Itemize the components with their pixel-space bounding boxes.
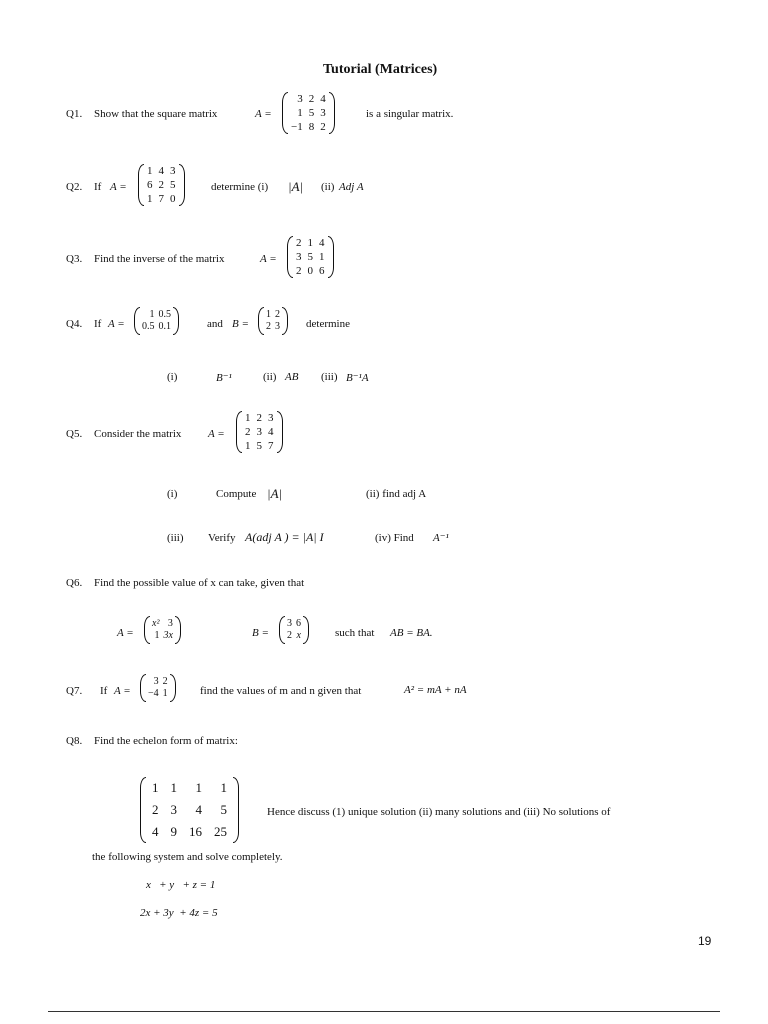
q4-part-label: (ii) <box>263 371 277 383</box>
q5-part2-text: (ii) find adj A <box>366 488 427 500</box>
q3-text: Find the inverse of the matrix <box>94 253 225 265</box>
q4-text: If <box>94 318 102 330</box>
q4-part-label: (i) <box>167 371 178 383</box>
matrix-cell: 4 <box>319 237 325 249</box>
matrix-cell: 16 <box>189 824 202 839</box>
matrix-cell: 7 <box>268 440 274 452</box>
q6-matrix-b <box>279 616 309 644</box>
matrix-cell: 1 <box>147 165 153 177</box>
q7-lhs: A = <box>114 685 131 697</box>
q4-and: and <box>207 318 223 330</box>
matrix-cell: 0.5 <box>142 321 155 332</box>
page-number: 19 <box>698 934 712 948</box>
q5-part3-text: Verify <box>208 532 236 544</box>
q6-lhs-b: B = <box>252 627 269 639</box>
matrix-cell: 7 <box>158 193 164 205</box>
matrix-cell: 0.1 <box>158 321 171 332</box>
q1-number: Q1. <box>66 108 83 120</box>
page-title: Tutorial (Matrices) <box>323 62 438 77</box>
q3-lhs: A = <box>260 253 277 265</box>
matrix-cell: 2 <box>275 309 280 320</box>
matrix-cell: 9 <box>170 824 177 839</box>
matrix-cell: 1 <box>162 688 168 699</box>
q2-number: Q2. <box>66 181 83 193</box>
matrix-cell: 2 <box>296 265 302 277</box>
q3-matrix <box>287 236 334 278</box>
q8-equation: 2x + 3y + 4z = 5 <box>140 907 218 919</box>
q6-matrix-a <box>144 616 181 644</box>
q2-adj-label: (ii) <box>321 181 335 193</box>
matrix-cell: 3 <box>170 802 177 817</box>
q5-part4-expr: A⁻¹ <box>433 532 449 544</box>
q7-matrix <box>140 674 176 702</box>
q6-lhs-a: A = <box>117 627 134 639</box>
q4-part-label: (iii) <box>321 371 338 383</box>
q4-lhs-b: B = <box>232 318 249 330</box>
q6-suffix-text: such that <box>335 627 375 639</box>
matrix-cell: 0 <box>307 265 313 277</box>
matrix-cell: 3 <box>275 321 280 332</box>
q4-lhs-a: A = <box>108 318 125 330</box>
matrix-cell: 5 <box>256 440 262 452</box>
matrix-cell: 4 <box>152 824 159 839</box>
q4-matrix-b <box>258 307 288 335</box>
q1-matrix <box>282 92 335 134</box>
matrix-cell: 3 <box>170 165 176 177</box>
q3-number: Q3. <box>66 253 83 265</box>
matrix-cell: 1 <box>245 440 251 452</box>
matrix-cell: 2 <box>152 802 159 817</box>
q4-part-expr: B⁻¹ <box>216 372 232 384</box>
q6-suffix-expr: AB = BA. <box>390 627 433 639</box>
matrix-cell: 3 <box>167 618 173 629</box>
q4-suffix: determine <box>306 318 350 330</box>
footer-divider <box>48 1011 720 1012</box>
q8-number: Q8. <box>66 735 83 747</box>
q4-part-expr: AB <box>285 371 299 383</box>
matrix-cell: 2 <box>245 426 251 438</box>
q1-suffix: is a singular matrix. <box>366 108 454 120</box>
q6-text: Find the possible value of x can take, given that <box>94 577 305 589</box>
q4-matrix-a <box>134 307 179 335</box>
matrix-cell: 5 <box>220 802 227 817</box>
matrix-cell: 1 <box>297 107 303 119</box>
matrix-cell: 4 <box>195 802 202 817</box>
matrix-cell: 2 <box>266 321 271 332</box>
matrix-cell: 3 <box>153 676 159 687</box>
matrix-cell: 3 <box>268 412 274 424</box>
matrix-cell: 25 <box>214 824 227 839</box>
q5-part3-expr: A(adj A ) = |A| I <box>245 530 324 544</box>
matrix-cell: 2 <box>287 630 292 641</box>
matrix-cell: 2 <box>256 412 262 424</box>
matrix-cell: 2 <box>162 676 168 687</box>
matrix-cell: 1 <box>170 780 177 795</box>
q5-part1-label: (i) <box>167 488 178 500</box>
matrix-cell: 3 <box>256 426 262 438</box>
matrix-cell: 2 <box>320 121 326 133</box>
q7-suffix-text: find the values of m and n given that <box>200 685 362 697</box>
matrix-cell: 0 <box>170 193 176 205</box>
matrix-cell: 3 <box>297 93 303 105</box>
matrix-cell: 6 <box>319 265 325 277</box>
q2-text: If <box>94 181 102 193</box>
matrix-cell: x² <box>152 618 160 629</box>
q7-number: Q7. <box>66 685 83 697</box>
matrix-cell: 8 <box>308 121 315 133</box>
q2-adj-expr: Adj A <box>339 181 364 193</box>
matrix-cell: 1 <box>319 251 325 263</box>
q8-equation: x + y + z = 1 <box>146 879 216 891</box>
q2-matrix <box>138 164 185 206</box>
matrix-cell: 3 <box>296 251 302 263</box>
q4-part-expr: B⁻¹A <box>346 372 369 384</box>
q2-det-expr: |A| <box>288 179 304 194</box>
matrix-cell: 5 <box>308 107 315 119</box>
matrix-cell: 1 <box>149 309 155 320</box>
q4-number: Q4. <box>66 318 83 330</box>
q8-text: Find the echelon form of matrix: <box>94 735 238 747</box>
matrix-cell: 5 <box>307 251 313 263</box>
matrix-cell: 1 <box>147 193 153 205</box>
matrix-cell: 5 <box>170 179 176 191</box>
matrix-cell: 1 <box>195 780 202 795</box>
q8-matrix <box>140 777 239 843</box>
matrix-cell: 3x <box>163 630 173 641</box>
matrix-cell: 3 <box>320 107 326 119</box>
q2-lhs: A = <box>110 181 127 193</box>
matrix-cell: 1 <box>307 237 313 249</box>
q5-part3-label: (iii) <box>167 532 184 544</box>
matrix-cell: 2 <box>296 237 302 249</box>
matrix-cell: −4 <box>148 688 159 699</box>
q6-number: Q6. <box>66 577 83 589</box>
q8-discuss: Hence discuss (1) unique solution (ii) many solutions and (iii) No solutions of <box>267 806 611 818</box>
matrix-cell: 2 <box>308 93 315 105</box>
q1-text: Show that the square matrix <box>94 108 218 120</box>
matrix-cell: 6 <box>296 618 301 629</box>
matrix-cell: 6 <box>147 179 153 191</box>
matrix-cell: x <box>296 630 301 641</box>
matrix-cell: 1 <box>220 780 227 795</box>
q5-part1-text: Compute <box>216 488 257 500</box>
q1-lhs: A = <box>255 108 272 120</box>
q5-part4-text: (iv) Find <box>375 532 414 544</box>
matrix-cell: 3 <box>287 618 292 629</box>
q5-matrix <box>236 411 283 453</box>
q7-text: If <box>100 685 108 697</box>
matrix-cell: 4 <box>320 93 326 105</box>
matrix-cell: 1 <box>266 309 271 320</box>
matrix-cell: −1 <box>291 121 303 133</box>
q7-suffix-expr: A² = mA + nA <box>404 684 467 696</box>
matrix-cell: 4 <box>268 426 274 438</box>
q5-lhs: A = <box>208 428 225 440</box>
matrix-cell: 0.5 <box>158 309 171 320</box>
q8-following: the following system and solve completely. <box>92 851 283 863</box>
q2-det-label: determine (i) <box>211 181 269 193</box>
q5-number: Q5. <box>66 428 83 440</box>
matrix-cell: 4 <box>158 165 164 177</box>
matrix-cell: 1 <box>245 412 251 424</box>
matrix-cell: 1 <box>152 780 159 795</box>
q5-part1-expr: |A| <box>267 486 283 501</box>
matrix-cell: 2 <box>158 179 164 191</box>
matrix-cell: 1 <box>154 630 160 641</box>
q5-text: Consider the matrix <box>94 428 182 440</box>
